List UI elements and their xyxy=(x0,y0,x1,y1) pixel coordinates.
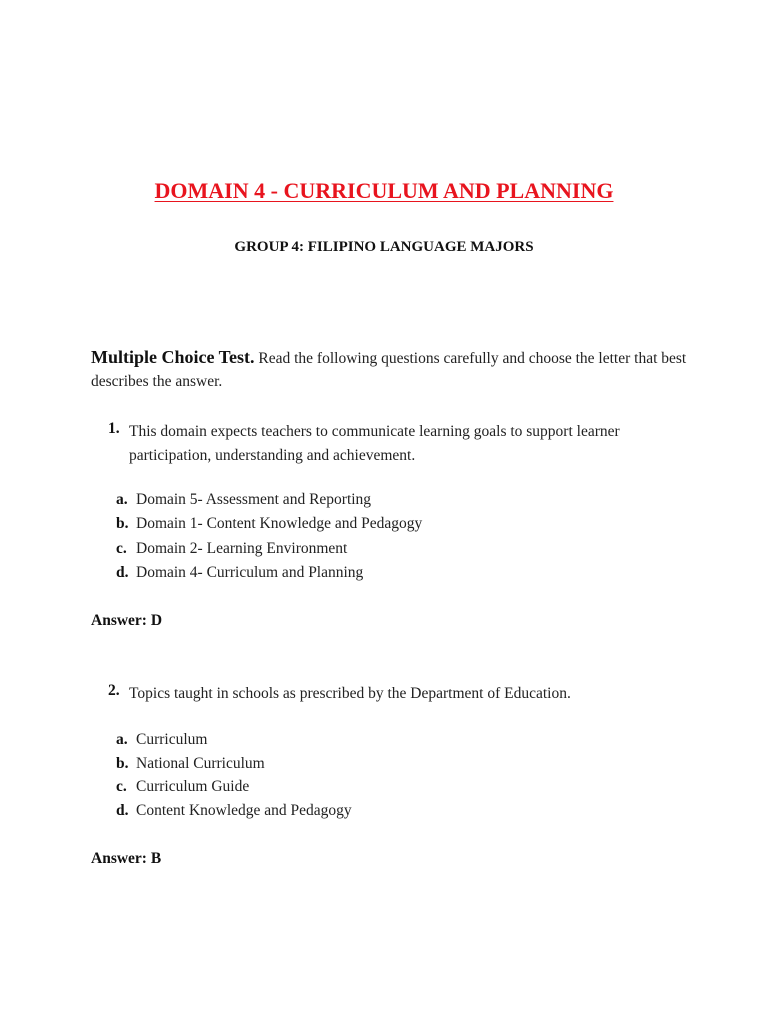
option-text: Domain 1- Content Knowledge and Pedagogy xyxy=(136,515,423,532)
option-text: Domain 5- Assessment and Reporting xyxy=(136,491,372,508)
option-letter: c. xyxy=(116,540,127,557)
option-letter: b. xyxy=(116,755,129,772)
document-title: DOMAIN 4 - CURRICULUM AND PLANNING xyxy=(154,178,614,203)
option-1a xyxy=(116,491,371,509)
option-text: Curriculum Guide xyxy=(136,778,250,795)
option-letter: a. xyxy=(116,731,128,748)
option-text: Content Knowledge and Pedagogy xyxy=(136,802,352,819)
question-text: Topics taught in schools as prescribed by the Department of Education. xyxy=(129,685,571,702)
option-letter: c. xyxy=(116,778,127,795)
question-number: 2. xyxy=(108,682,120,699)
instructions-lead: Multiple Choice Test. xyxy=(91,347,255,367)
instructions-text: Read the following questions carefully and choose the letter that best describes the answer. xyxy=(91,350,687,390)
answer-2: Answer: B xyxy=(91,850,162,867)
option-1c xyxy=(116,540,347,558)
option-text: Domain 2- Learning Environment xyxy=(136,540,348,557)
question-text: This domain expects teachers to communicate learning goals to support learner participation, understanding and achievement. xyxy=(129,423,620,464)
option-text: National Curriculum xyxy=(136,755,265,772)
option-2d xyxy=(116,802,352,820)
option-text: Domain 4- Curriculum and Planning xyxy=(136,564,364,581)
option-letter: d. xyxy=(116,802,129,819)
option-2b xyxy=(116,755,265,773)
option-letter: b. xyxy=(116,515,129,532)
option-2c xyxy=(116,778,249,796)
option-letter: d. xyxy=(116,564,129,581)
option-1b xyxy=(116,515,422,533)
question-number: 1. xyxy=(108,420,120,437)
option-1d xyxy=(116,564,363,582)
answer-1: Answer: D xyxy=(91,612,163,629)
option-text: Curriculum xyxy=(136,731,208,748)
option-letter: a. xyxy=(116,491,128,508)
option-2a xyxy=(116,731,207,749)
instructions xyxy=(91,346,691,393)
document-subtitle: GROUP 4: FILIPINO LANGUAGE MAJORS xyxy=(234,239,534,255)
